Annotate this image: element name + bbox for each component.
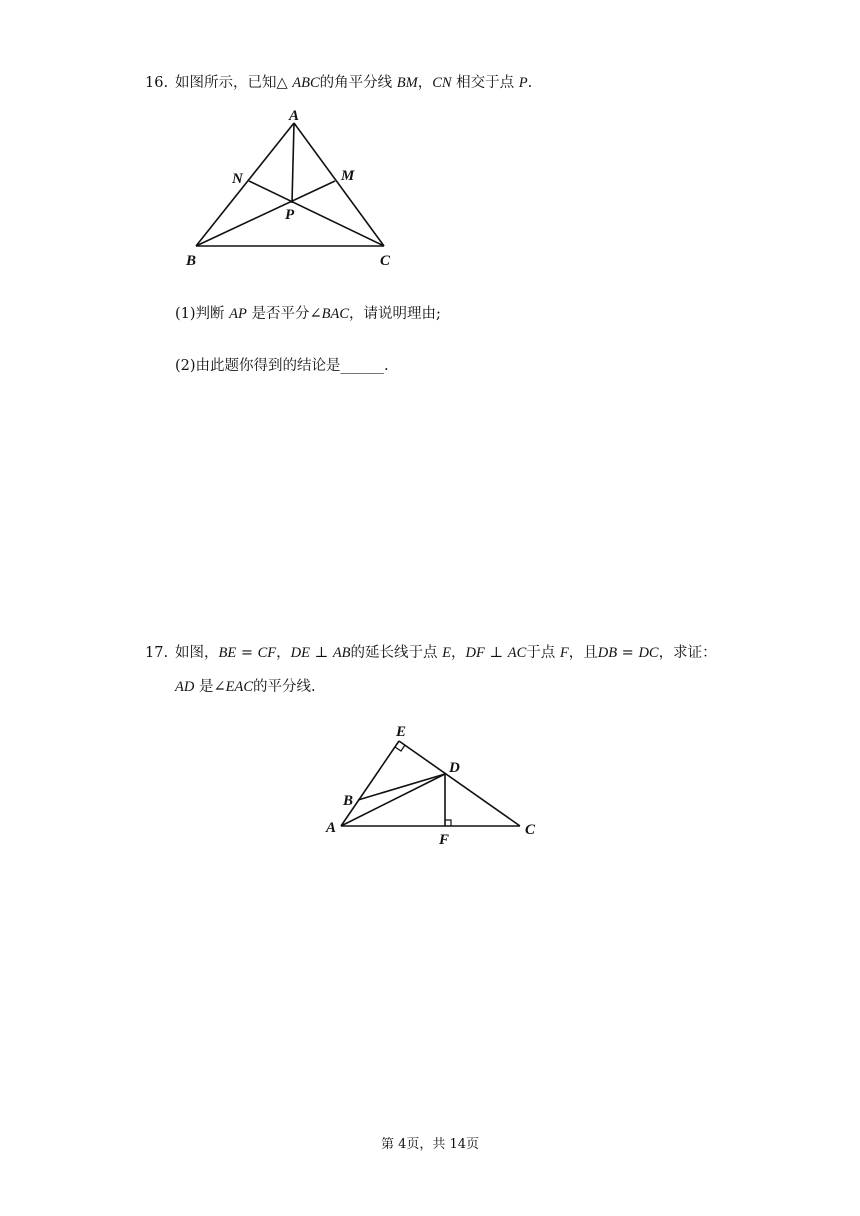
text-run: 是∠ xyxy=(194,679,226,695)
q17-segment-ad xyxy=(341,774,445,826)
q17-label-d: D xyxy=(449,760,460,776)
math-text: BM xyxy=(396,75,418,91)
text-run: 的平分线. xyxy=(253,679,316,695)
math-text: DF xyxy=(465,645,485,661)
q16-label-p: P xyxy=(285,207,295,223)
q16-label-a: A xyxy=(289,108,300,124)
math-text: AD xyxy=(175,679,195,695)
math-text: DC xyxy=(638,645,659,661)
text-run: 于点 xyxy=(526,645,560,661)
q17-right-angle-f xyxy=(445,820,451,826)
math-text: AB xyxy=(332,645,351,661)
math-text: BE xyxy=(218,645,237,661)
q17-label-a: A xyxy=(326,820,337,836)
math-text: CN xyxy=(432,75,452,91)
page-footer: 第 4页，共 14页 xyxy=(380,1137,480,1152)
text-run: 如图， xyxy=(175,645,219,661)
math-text: ABC xyxy=(292,75,320,91)
text-run: ，求证： xyxy=(658,645,717,661)
text-run: ， xyxy=(276,645,291,661)
text-run: = xyxy=(617,645,639,661)
q16-label-c: C xyxy=(380,253,391,269)
text-run: 是否平分∠ xyxy=(246,306,322,322)
math-text: P xyxy=(518,75,528,91)
text-run: (1)判断 xyxy=(175,306,230,322)
math-text: E xyxy=(442,645,452,661)
math-text: DE xyxy=(290,645,310,661)
q16-label-b: B xyxy=(186,253,197,269)
text-run: . xyxy=(527,75,533,91)
q16-label-n: N xyxy=(232,171,243,187)
math-text: F xyxy=(559,645,569,661)
q16-number: 16. xyxy=(145,75,169,91)
text-run: 相交于点 xyxy=(451,75,519,91)
text-run: ， xyxy=(417,75,433,91)
q17-label-e: E xyxy=(396,724,407,740)
q16-label-m: M xyxy=(341,168,355,184)
text-run: (2)由此题你得到的结论是______. xyxy=(175,358,389,374)
math-text: BAC xyxy=(321,306,350,322)
q17-label-c: C xyxy=(525,822,536,838)
q17-line-ec xyxy=(399,741,520,826)
math-text: AC xyxy=(507,645,527,661)
math-text: EAC xyxy=(225,679,253,695)
math-text: AP xyxy=(229,306,247,322)
text-run: 如图所示，已知△ xyxy=(175,75,293,91)
text-run: ，且 xyxy=(568,645,598,661)
q17-line-ae xyxy=(341,741,399,826)
text-run: ⊥ xyxy=(484,645,508,661)
text-run: 的角平分线 xyxy=(319,75,397,91)
q17-label-f: F xyxy=(439,832,450,848)
text-run: ， xyxy=(451,645,466,661)
text-run: 的延长线于点 xyxy=(350,645,443,661)
text-run: = xyxy=(236,645,258,661)
text-run: ，请说明理由; xyxy=(349,306,441,322)
q17-number: 17. xyxy=(145,645,169,661)
text-run: ⊥ xyxy=(309,645,333,661)
math-text: CF xyxy=(257,645,277,661)
q17-label-b: B xyxy=(343,793,354,809)
math-text: DB xyxy=(597,645,618,661)
